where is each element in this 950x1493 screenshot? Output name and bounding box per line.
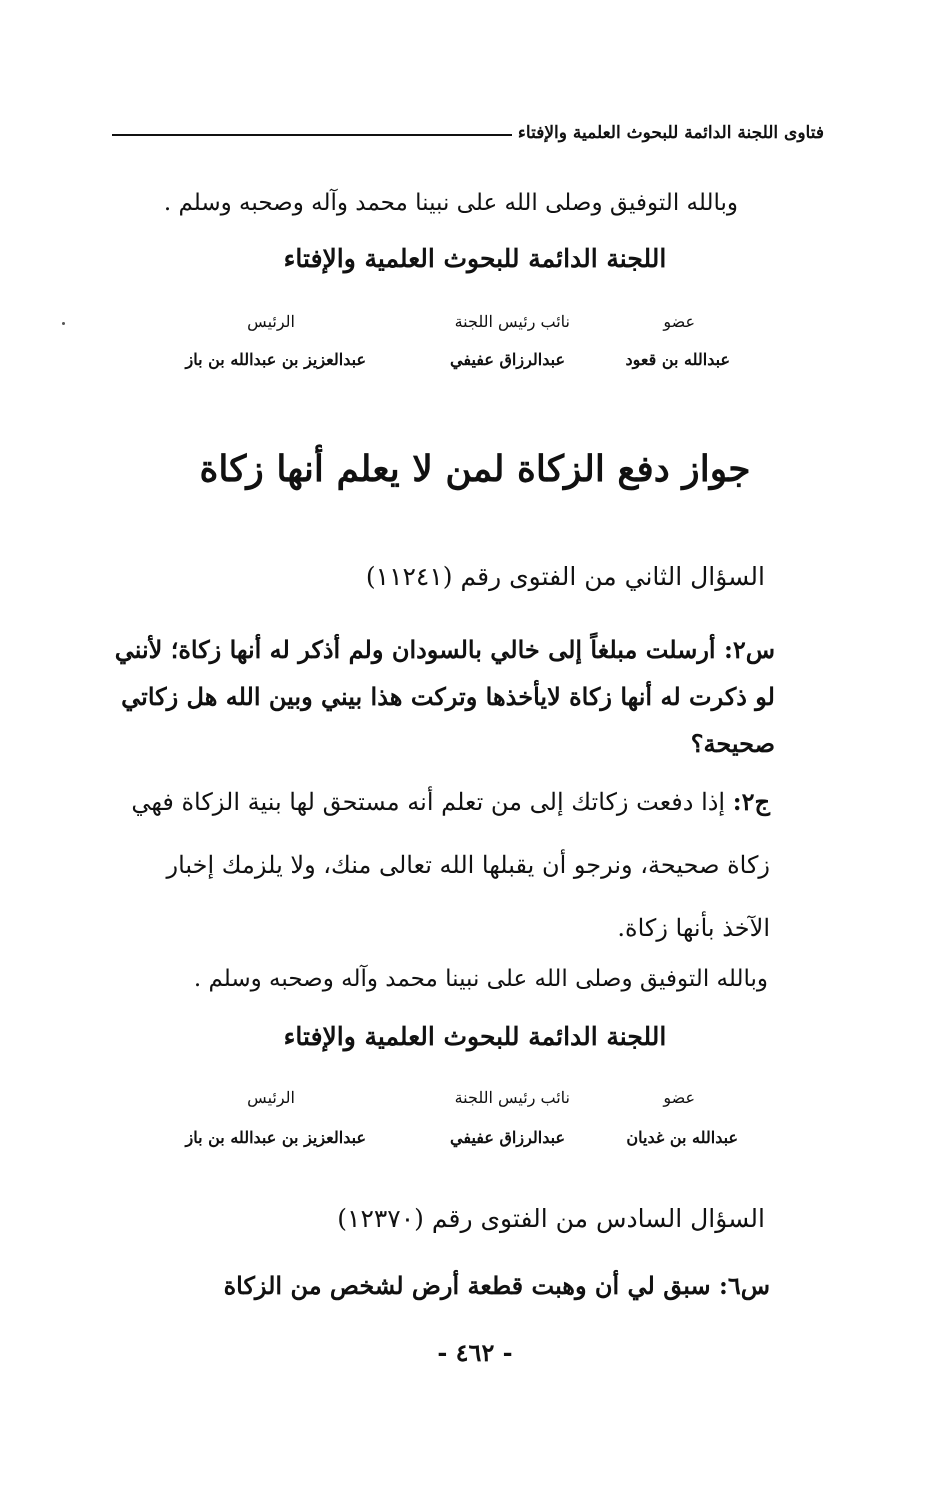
- committee-name: اللجنة الدائمة للبحوث العلمية والإفتاء: [283, 244, 667, 273]
- signatory-name-vice-chairman: عبدالرزاق عفيفي: [450, 350, 565, 369]
- question-paragraph: [112, 626, 775, 767]
- signatory-role-chairman: الرئيس: [247, 312, 295, 331]
- question-label: س٦:: [718, 1271, 770, 1300]
- signatory-role-member: عضو: [663, 312, 695, 331]
- page-number: - ٤٦٢ -: [437, 1338, 513, 1367]
- answer-paragraph: [112, 770, 770, 960]
- fatwa-reference: السؤال السادس من الفتوى رقم (١٢٣٧٠): [337, 1204, 765, 1233]
- signatory-role-chairman: الرئيس: [247, 1088, 295, 1107]
- question-label: س٢:: [723, 635, 775, 664]
- running-header-rule: [112, 134, 512, 136]
- question-paragraph: [112, 1262, 770, 1309]
- running-header: [112, 118, 824, 148]
- answer-label: ج٢:: [732, 787, 770, 816]
- committee-name: اللجنة الدائمة للبحوث العلمية والإفتاء: [283, 1022, 667, 1051]
- question-text: سبق لي أن وهبت قطعة أرض لشخص من الزكاة: [223, 1271, 711, 1300]
- signatory-name-vice-chairman: عبدالرزاق عفيفي: [450, 1128, 565, 1147]
- signatory-role-vice-chairman: نائب رئيس اللجنة: [454, 1088, 570, 1107]
- answer-text: إذا دفعت زكاتك إلى من تعلم أنه مستحق لها بنية الزكاة فهي زكاة صحيحة، ونرجو أن يقبلها الله تعالى منك، ولا يلزمك إخبار الآخذ بأنها زكاة.: [131, 788, 770, 942]
- closing-formula: وبالله التوفيق وصلى الله على نبينا محمد وآله وصحبه وسلم .: [163, 190, 738, 216]
- running-header-title: فتاوى اللجنة الدائمة للبحوث العلمية والإفتاء: [517, 123, 824, 143]
- signatory-name-chairman: عبدالعزيز بن عبدالله بن باز: [185, 1128, 366, 1147]
- question-text: أرسلت مبلغاً إلى خالي بالسودان ولم أذكر له أنها زكاة؛ لأنني لو ذكرت له أنها زكاة لايأخذها وتركت هذا بيني وبين الله هل زكاتي صحيحة؟: [114, 635, 775, 758]
- closing-formula: وبالله التوفيق وصلى الله على نبينا محمد وآله وصحبه وسلم .: [193, 966, 768, 992]
- fatwa-reference: السؤال الثاني من الفتوى رقم (١١٢٤١): [365, 562, 765, 591]
- section-title: جواز دفع الزكاة لمن لا يعلم أنها زكاة: [199, 448, 751, 490]
- stray-mark: [62, 322, 65, 325]
- signatory-name-chairman: عبدالعزيز بن عبدالله بن باز: [185, 350, 366, 369]
- signatory-role-vice-chairman: نائب رئيس اللجنة: [454, 312, 570, 331]
- signatory-role-member: عضو: [663, 1088, 695, 1107]
- signatory-name-member: عبدالله بن غديان: [626, 1128, 738, 1147]
- signatory-name-member: عبدالله بن قعود: [625, 350, 730, 369]
